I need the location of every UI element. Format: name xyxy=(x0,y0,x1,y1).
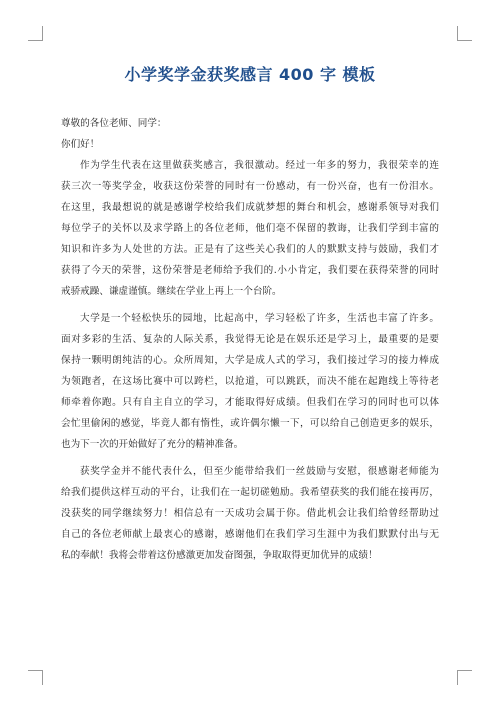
paragraph-line: 保持一颗明朗纯洁的心。众所周知，大学是成人式的学习，我们接过学习的接力棒成 xyxy=(61,355,439,366)
paragraph-line: 为领跑者，在这场比赛中可以跨栏，以抢道，可以跳跃，而决不能在起跑线上等待老 xyxy=(61,376,439,387)
paragraph-line: 获奖学金并不能代表什么，但至少能带给我们一丝鼓励与安慰，很感谢老师能为 xyxy=(80,466,439,477)
paragraph-line: 获三次一等奖学金，收获这份荣誉的同时有一份感动，有一份兴奋，也有一份泪水。 xyxy=(61,181,439,192)
paragraph-line: 每位学子的关怀以及求学路上的各位老师，他们毫不保留的教诲，让我们学到丰富的 xyxy=(61,223,439,234)
paragraph-line: 获得了今天的荣誉，这份荣誉是老师给予我们的.小小肯定，我们要在获得荣誉的同时 xyxy=(61,265,439,276)
paragraph-line: 师牵着你跑。只有自主自立的学习，才能取得好成绩。但我们在学习的同时也可以体 xyxy=(61,397,439,408)
paragraph-line: 大学是一个轻松快乐的园地，比起高中，学习轻松了许多，生活也丰富了许多。 xyxy=(80,313,439,324)
paragraph-1 xyxy=(61,155,439,302)
paragraph-line: 私的奉献！我将会带着这份感激更加发奋图强，争取取得更加优异的成绩！ xyxy=(61,550,378,561)
greeting: 你们好！ xyxy=(61,139,100,150)
paragraph-line: 也为下一次的开始做好了充分的精神准备。 xyxy=(61,439,244,450)
paragraph-2 xyxy=(61,308,439,455)
paragraph-line: 作为学生代表在这里做获奖感言，我很激动。经过一年多的努力，我很荣幸的连 xyxy=(80,160,439,171)
page-corner-mark-bottom-right xyxy=(457,670,472,685)
paragraph-line: 知识和许多为人处世的方法。正是有了这些关心我们的人的默默支持与鼓励，我们才 xyxy=(61,244,439,255)
paragraph-line: 面对多彩的生活、复杂的人际关系，我觉得无论是在娱乐还是学习上，最重要的是要 xyxy=(61,334,439,345)
paragraph-line: 给我们提供这样互动的平台，让我们在一起切磋勉励。我希望获奖的我们能在接再厉， xyxy=(61,487,439,498)
paragraph-line: 自己的各位老师献上最衷心的感谢，感谢他们在我们学习生涯中为我们默默付出与无 xyxy=(61,529,439,540)
paragraph-line: 会忙里偷闲的感觉，毕竟人都有惰性，或许偶尔懒一下，可以给自己创造更多的娱乐， xyxy=(61,418,439,429)
document-title: 小学奖学金获奖感言 400 字 模板 xyxy=(124,65,376,84)
paragraph-line: 戒骄戒躁、谦虚谨慎。继续在学业上再上一个台阶。 xyxy=(61,286,282,297)
page-corner-mark-top-right xyxy=(457,26,472,41)
salutation: 尊敬的各位老师、同学： xyxy=(61,118,167,129)
paragraph-line: 在这里，我最想说的就是感谢学校给我们成就梦想的舞台和机会，感谢系领导对我们 xyxy=(61,202,439,213)
document-body xyxy=(61,113,439,566)
page-corner-mark-top-left xyxy=(28,26,43,41)
paragraph-3 xyxy=(61,461,439,566)
paragraph-line: 没获奖的同学继续努力！相信总有一天成功会属于你。借此机会让我们给曾经帮助过 xyxy=(61,508,439,519)
page-corner-mark-bottom-left xyxy=(28,670,43,685)
